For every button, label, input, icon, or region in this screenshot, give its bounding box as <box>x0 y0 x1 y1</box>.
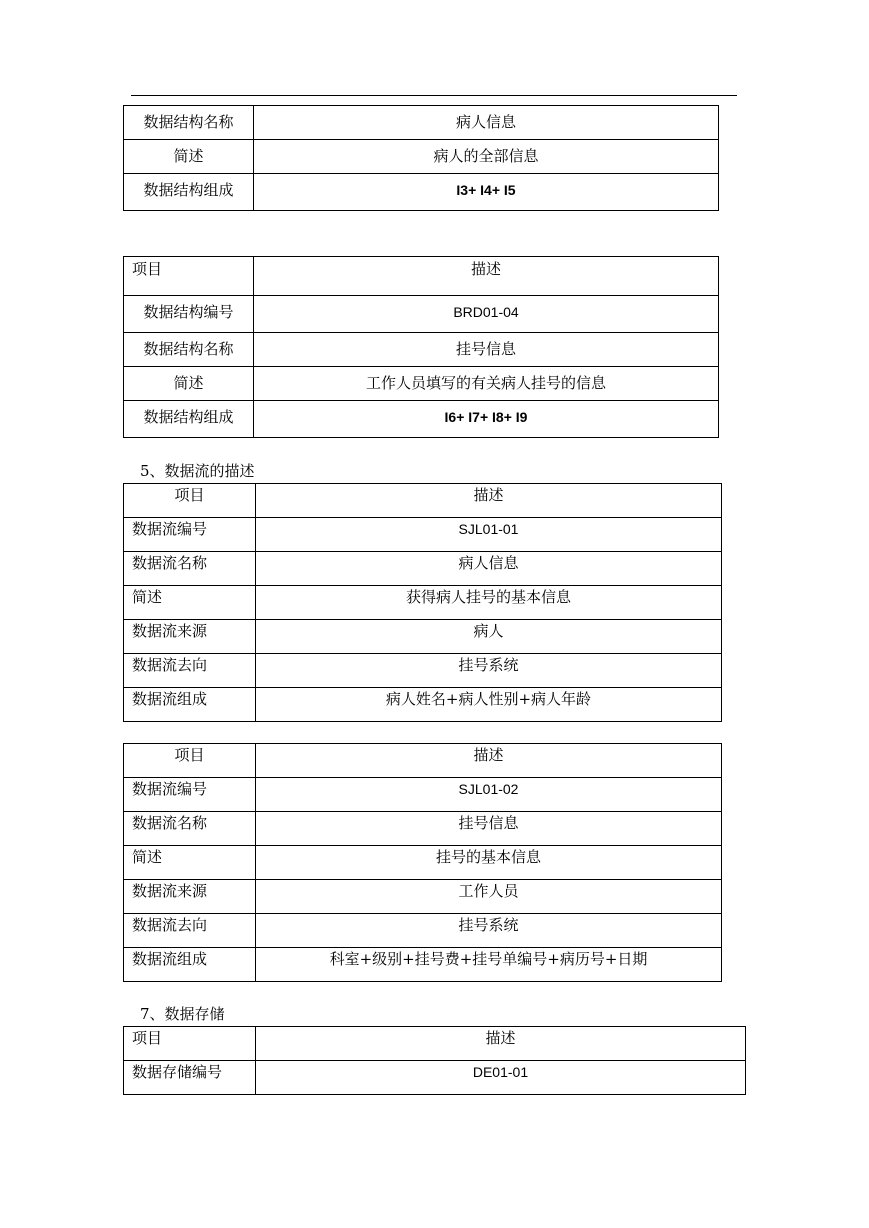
data-structure-table-registration <box>123 256 719 438</box>
table-header-row <box>124 1027 746 1061</box>
row-value: 病人信息 <box>254 106 719 140</box>
table-row <box>124 552 722 586</box>
row-label: 数据流来源 <box>124 880 256 914</box>
table-row <box>124 846 722 880</box>
row-value: 病人姓名+病人性别+病人年龄 <box>256 688 722 722</box>
row-value: 挂号的基本信息 <box>256 846 722 880</box>
row-value: BRD01-04 <box>254 296 719 333</box>
table-row <box>124 880 722 914</box>
row-label: 简述 <box>124 586 256 620</box>
table-row <box>124 654 722 688</box>
header-label: 项目 <box>124 744 256 778</box>
table-row <box>124 174 719 211</box>
row-label: 数据结构编号 <box>124 296 254 333</box>
row-value: 获得病人挂号的基本信息 <box>256 586 722 620</box>
row-value: 工作人员填写的有关病人挂号的信息 <box>254 367 719 401</box>
table-row <box>124 914 722 948</box>
section-heading-data-store: 7、数据存储 <box>140 1005 225 1023</box>
row-value: SJL01-01 <box>256 518 722 552</box>
row-label: 数据结构名称 <box>124 333 254 367</box>
row-value: 挂号系统 <box>256 914 722 948</box>
table-row <box>124 586 722 620</box>
table-row <box>124 401 719 438</box>
page-header-rule <box>131 95 737 96</box>
data-store-table <box>123 1026 746 1095</box>
row-label: 数据结构组成 <box>124 174 254 211</box>
row-label: 数据结构名称 <box>124 106 254 140</box>
row-label: 数据流编号 <box>124 518 256 552</box>
row-label: 数据流名称 <box>124 812 256 846</box>
data-flow-table-2 <box>123 743 722 982</box>
row-label: 简述 <box>124 846 256 880</box>
row-label: 简述 <box>124 140 254 174</box>
row-label: 数据流去向 <box>124 654 256 688</box>
row-value: 病人的全部信息 <box>254 140 719 174</box>
header-value: 描述 <box>254 257 719 296</box>
table-row <box>124 518 722 552</box>
row-label: 数据流组成 <box>124 948 256 982</box>
row-label: 简述 <box>124 367 254 401</box>
header-label: 项目 <box>124 1027 256 1061</box>
row-value: I6+ I7+ I8+ I9 <box>254 401 719 438</box>
row-label: 数据流去向 <box>124 914 256 948</box>
table-header-row <box>124 257 719 296</box>
data-flow-table-1 <box>123 483 722 722</box>
row-label: 数据存储编号 <box>124 1061 256 1095</box>
row-label: 数据流组成 <box>124 688 256 722</box>
row-label: 数据流来源 <box>124 620 256 654</box>
table-row <box>124 1061 746 1095</box>
header-value: 描述 <box>256 744 722 778</box>
row-value: 工作人员 <box>256 880 722 914</box>
header-label: 项目 <box>124 257 254 296</box>
row-value: I3+ I4+ I5 <box>254 174 719 211</box>
row-value: 病人信息 <box>256 552 722 586</box>
table-row <box>124 948 722 982</box>
row-value: 科室+级别+挂号费+挂号单编号+病历号+日期 <box>256 948 722 982</box>
header-value: 描述 <box>256 484 722 518</box>
section-heading-data-flow: 5、数据流的描述 <box>140 462 255 480</box>
table-header-row <box>124 744 722 778</box>
table-row <box>124 778 722 812</box>
table-row <box>124 106 719 140</box>
row-value: SJL01-02 <box>256 778 722 812</box>
table-row <box>124 688 722 722</box>
row-label: 数据流编号 <box>124 778 256 812</box>
table-row <box>124 140 719 174</box>
header-value: 描述 <box>256 1027 746 1061</box>
data-structure-table-patient <box>123 105 719 211</box>
row-value: DE01-01 <box>256 1061 746 1095</box>
table-row <box>124 367 719 401</box>
header-label: 项目 <box>124 484 256 518</box>
table-row <box>124 620 722 654</box>
table-row <box>124 812 722 846</box>
table-header-row <box>124 484 722 518</box>
table-row <box>124 333 719 367</box>
table-row <box>124 296 719 333</box>
row-value: 挂号信息 <box>256 812 722 846</box>
row-value: 挂号系统 <box>256 654 722 688</box>
row-value: 病人 <box>256 620 722 654</box>
row-label: 数据结构组成 <box>124 401 254 438</box>
row-value: 挂号信息 <box>254 333 719 367</box>
row-label: 数据流名称 <box>124 552 256 586</box>
